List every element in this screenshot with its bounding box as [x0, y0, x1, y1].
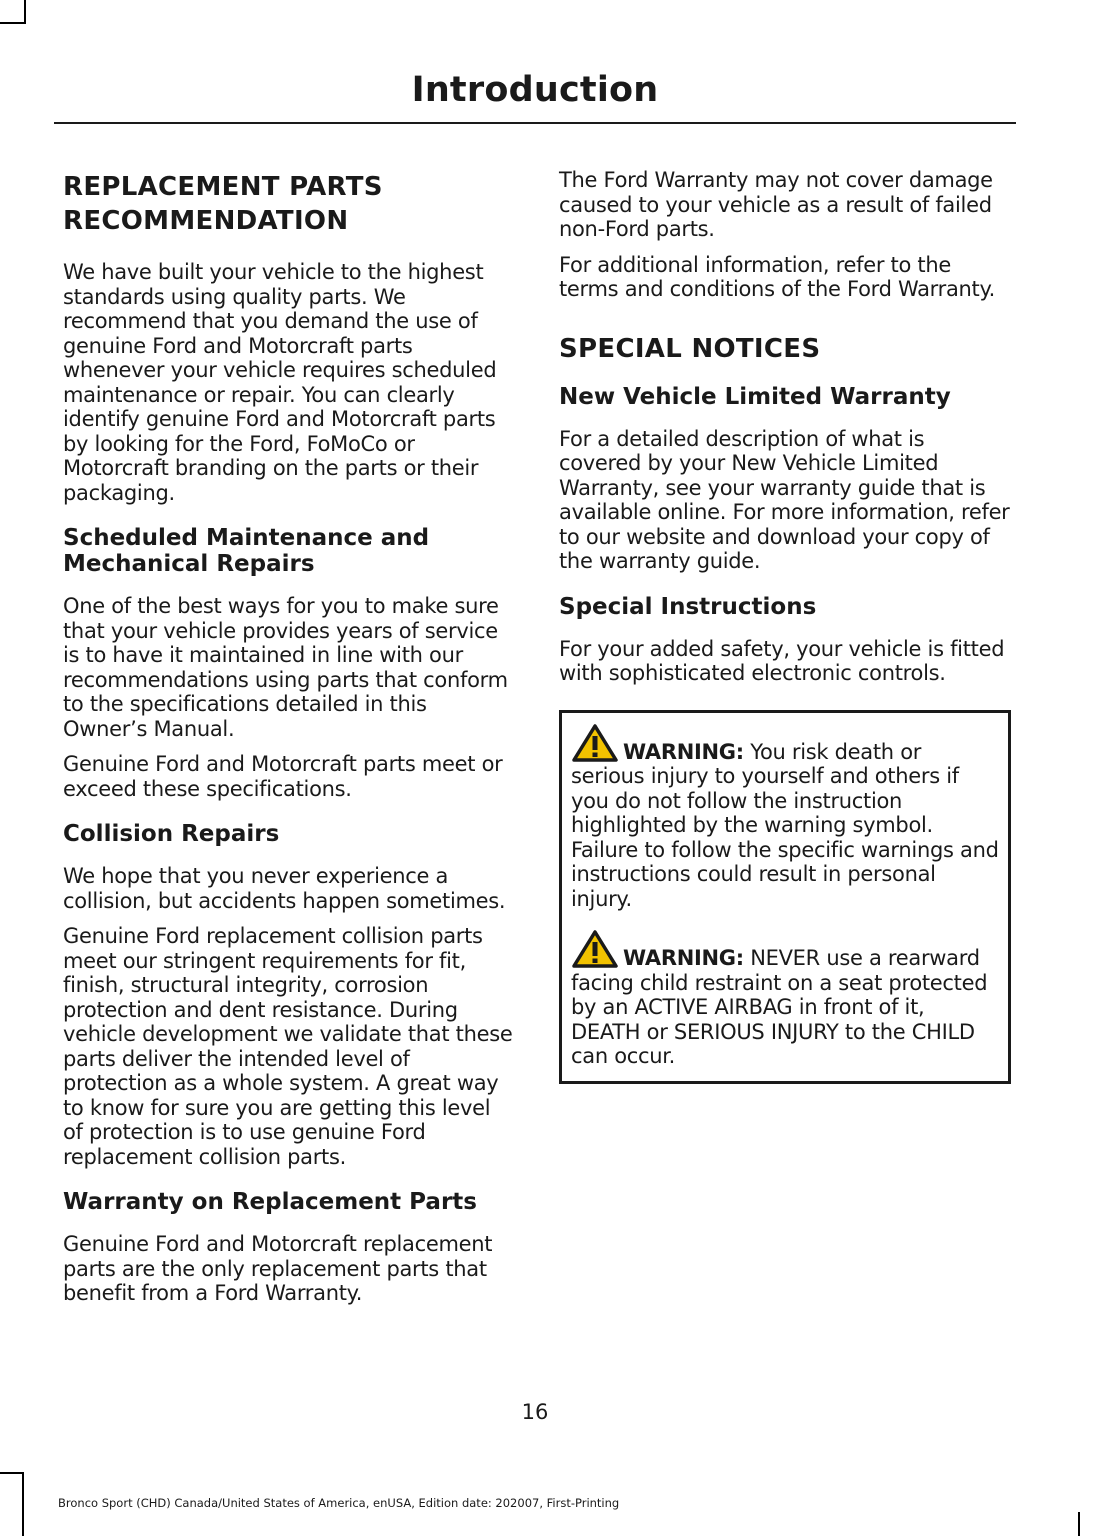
heading-special-instructions: Special Instructions: [559, 593, 817, 620]
warning-box: [559, 710, 1011, 1084]
warning-text: You risk death or serious injury to yourself and others if you do not follow the instruction highlighted by the warning symbol. Failure to follow the specific warnings and instructions could result in personal injury.: [571, 739, 999, 911]
paragraph-additional-information: For additional information, refer to the terms and conditions of the Ford Warranty.: [559, 252, 995, 301]
page-number: 16: [521, 1400, 549, 1424]
paragraph-special-instructions: For your added safety, your vehicle is fitted with sophisticated electronic controls.: [559, 636, 1005, 685]
paragraph-scheduled-maintenance-2: Genuine Ford and Motorcraft parts meet or exceed these specifications.: [63, 752, 503, 801]
header-divider: [54, 122, 1016, 124]
paragraph-replacement-parts: We have built your vehicle to the highest standards using quality parts. We recommend that you demand the use of genuine Ford and Motorcraft parts whenever your vehicle requires scheduled maintenance or repair. You can clearly identify genuine Ford and Motorcraft parts by looking for the Ford, FoMoCo or Motorcraft branding on the parts or their packaging.: [63, 260, 497, 505]
warning-text: NEVER use a rearward facing child restraint on a seat protected by an ACTIVE AIRBAG in front of it, DEATH or SERIOUS INJURY to the CHILD can occur.: [571, 946, 988, 1068]
crop-mark-bottom-right-vertical: [1078, 1512, 1080, 1536]
heading-scheduled-maintenance: Scheduled Maintenance and Mechanical Repairs: [63, 525, 430, 577]
warning-label: WARNING:: [623, 946, 744, 970]
crop-mark-top-left-horizontal: [0, 22, 26, 24]
paragraph-scheduled-maintenance-1: One of the best ways for you to make sure that your vehicle provides years of service is to have it maintained in line with our recommendations using parts that conform to the specifications detailed in this Owner’s Manual.: [63, 594, 508, 741]
crop-mark-bottom-left-horizontal: [0, 1472, 22, 1474]
right-column: [559, 170, 1011, 1084]
warning-item: [571, 929, 999, 1069]
crop-mark-top-left-vertical: [24, 0, 26, 22]
heading-warranty-replacement-parts: Warranty on Replacement Parts: [63, 1189, 477, 1215]
warning-label: WARNING:: [623, 739, 744, 764]
warning-item: [571, 723, 999, 912]
paragraph-new-vehicle-warranty: For a detailed description of what is covered by your New Vehicle Limited Warranty, see your warranty guide that is available online. For more information, refer to our website and download your copy of the warranty guide.: [559, 426, 1010, 573]
heading-special-notices: SPECIAL NOTICES: [559, 333, 821, 364]
paragraph-warranty-replacement-parts: Genuine Ford and Motorcraft replacement parts are the only replacement parts that benefit from a Ford Warranty.: [63, 1232, 493, 1305]
crop-mark-bottom-left-vertical: [22, 1472, 24, 1536]
heading-collision-repairs: Collision Repairs: [63, 821, 280, 847]
warning-triangle-icon: [571, 723, 619, 763]
paragraph-collision-2: Genuine Ford replacement collision parts meet our stringent requirements for fit, finish, structural integrity, corrosion protection and dent resistance. During vehicle development we validate that these parts deliver the intended level of protection as a whole system. A great way to know for sure you are getting this level of protection is to use genuine Ford replacement collision parts.: [63, 924, 513, 1169]
heading-new-vehicle-warranty: New Vehicle Limited Warranty: [559, 383, 951, 410]
paragraph-warranty-coverage: The Ford Warranty may not cover damage caused to your vehicle as a result of failed non-Ford parts.: [559, 168, 993, 241]
heading-replacement-parts: REPLACEMENT PARTS RECOMMENDATION: [63, 172, 383, 236]
footer-edition-info: Bronco Sport (CHD) Canada/United States of America, enUSA, Edition date: 202007, First-Printing: [58, 1496, 620, 1510]
left-column: [63, 170, 515, 1317]
paragraph-collision-1: We hope that you never experience a collision, but accidents happen sometimes.: [63, 864, 506, 913]
page-title: Introduction: [411, 70, 659, 110]
warning-triangle-icon: [571, 929, 619, 969]
